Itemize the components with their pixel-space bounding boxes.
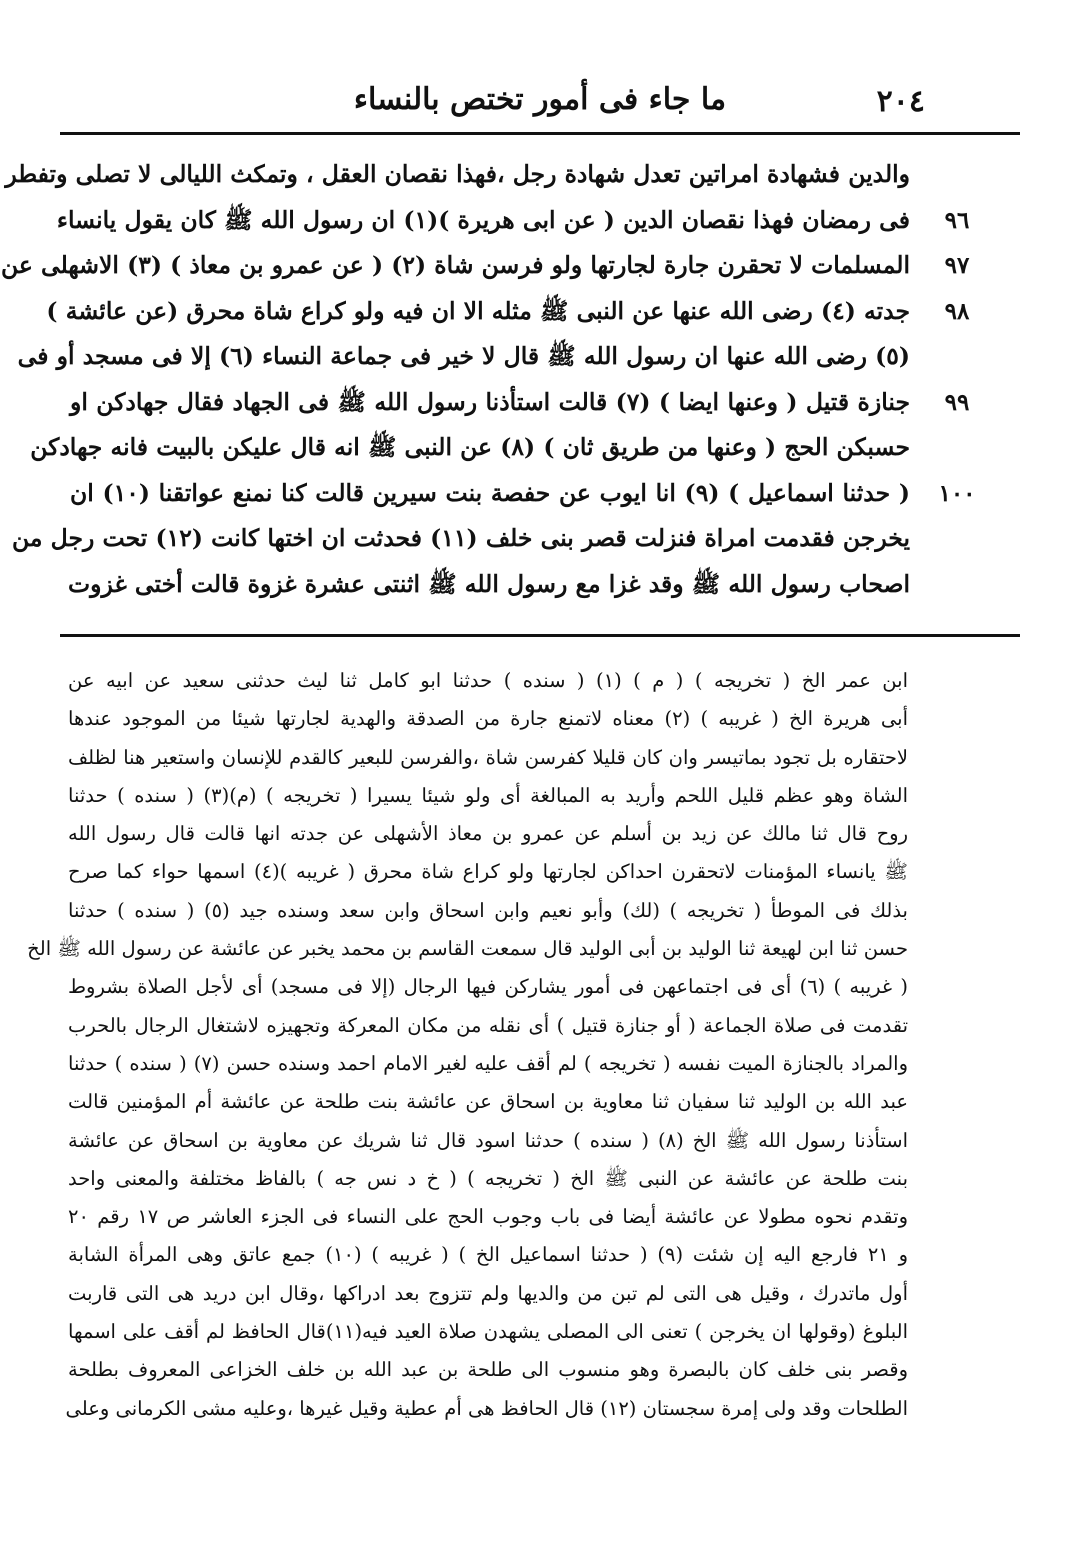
main-text-line: حسبكن الحج ( وعنها من طريق ثان ) (٨) عن النبى ﷺ انه قال عليكن بالبيت فانه جهادكن bbox=[30, 433, 910, 461]
footnote-line: وقصر بنى خلف كان بالبصرة وهو منسوب الى طلحة بن عبد الله بن خلف الخزاعى المعروف بطلحة bbox=[68, 1358, 908, 1382]
footnote-line: بنت طلحة عن عائشة عن النبى ﷺ الخ ( تخريجه ) ( خ د نس جه ) بالفاظ مختلفة والمعنى واحد bbox=[68, 1166, 908, 1190]
main-text-line: فى رمضان فهذا نقصان الدين ( عن ابى هريرة )(١) ان رسول الله ﷺ كان يقول يانساء bbox=[56, 205, 910, 234]
footnote-line: أول ماتدرك ، وقيل هى التى لم تبن من والديها ولم تتزوج بعد ادراكها ،وقال ابن دريد هى التى قاربت bbox=[68, 1281, 908, 1305]
footnote-line: لاحتقاره بل تجود بماتيسر وان كان قليلا كفرسن شاة ،والفرسن للبعير كالقدم للإنسان واستعير هنا لظلف bbox=[68, 745, 908, 769]
hadith-number: ٩٩ bbox=[944, 388, 970, 416]
footnote-line: أبى هريرة الخ ( غريبه ) (٢) معناه لاتمنع جارة من الصدقة والهدية لجارتها شيئا من الموجود عندها bbox=[68, 707, 908, 731]
main-text-line: والدين فشهادة امراتين تعدل شهادة رجل ،فهذا نقصان العقل ، وتمكث الليالى لا تصلى وتفطر bbox=[5, 160, 910, 188]
footnote-line: والمراد بالجنازة الميت نفسه ( تخريجه ) لم أقف عليه لغير الامام احمد وسنده حسن (٧) ( سنده ) حدثنا bbox=[68, 1051, 908, 1075]
footnote-line: ابن عمر الخ ( تخريجه ) ( م ) (١) ( سنده ) حدثنا ابو كامل ثنا ليث حدثنى سعيد عن ابيه عن bbox=[68, 669, 908, 692]
hadith-number: ٩٧ bbox=[944, 252, 970, 279]
main-text-line: يخرجن فقدمت امراة فنزلت قصر بنى خلف (١١) فحدثت ان اختها كانت (١٢) تحت رجل من bbox=[12, 524, 910, 552]
running-title: ما جاء فى أمور تختص بالنساء bbox=[353, 82, 727, 117]
footnote-rule bbox=[60, 634, 1020, 637]
footnote-line: ( غريبه ) (٦) أى فى اجتماعهن فى أمور يشاركن فيها الرجال (إلا فى مسجد) أى لأجل الصلاة بشروط bbox=[68, 975, 908, 999]
footnote-line: استأذنا رسول الله ﷺ الخ (٨) ( سنده ) حدثنا اسود قال ثنا شريك عن معاوية بن اسحاق عن عائشة bbox=[68, 1128, 908, 1152]
footnote-line: ﷺ يانساء المؤمنات لاتحقرن احداكن لجارتها ولو كراع شاة محرق ( غريبه )(٤) اسمها حواء كما صرح bbox=[68, 860, 908, 884]
footnote-line: الطلحات وقد ولى إمرة سجستان (١٢) قال الحافظ هى أم عطية وقيل غيرها ،وعليه مشى الكرمانى وعلى bbox=[65, 1396, 908, 1420]
main-text-line: جدته (٤) رضى الله عنها عن النبى ﷺ مثله الا ان فيه ولو كراع شاة محرق (عن عائشة ) bbox=[46, 296, 910, 325]
footnote-line: بذلك فى الموطأ ( تخريجه ) (لك) وأبو نعيم وابن اسحاق وابن سعد وسنده جيد (٥) ( سنده ) حدثنا bbox=[68, 898, 908, 922]
main-text bbox=[0, 152, 910, 607]
main-text-line: اصحاب رسول الله ﷺ وقد غزا مع رسول الله ﷺ اثنتى عشرة غزوة قالت أختى غزوت bbox=[68, 569, 910, 598]
main-text-line: جنازة قتيل ( وعنها ايضا ) (٧) قالت استأذنا رسول الله ﷺ فى الجهاد فقال جهادكن او bbox=[70, 387, 910, 416]
footnote-line: روح قال ثنا مالك عن زيد بن أسلم عن عمرو بن معاذ الأشهلى عن جدته انها قالت قال رسول الله bbox=[68, 822, 908, 846]
main-text-line: (٥) رضى الله عنها ان رسول الله ﷺ قال لا خير فى جماعة النساء (٦) إلا فى مسجد أو فى bbox=[17, 342, 910, 370]
hadith-number: ١٠٠ bbox=[938, 479, 976, 507]
main-text-line: المسلمات لا تحقرن جارة لجارتها ولو فرسن شاة (٢) ( عن عمرو بن معاذ ) (٣) الاشهلى عن bbox=[0, 251, 910, 279]
footnote-line: البلوغ (وقولها ان يخرجن ) تعنى الى المصلى يشهدن صلاة العيد فيه(١١)قال الحافظ لم أقف على اسمها bbox=[68, 1320, 908, 1344]
footnote-line: حسن ثنا ابن لهيعة ثنا الوليد بن أبى الوليد قال سمعت القاسم بن محمد يخبر عن عائشة عن رسول الله ﷺ الخ bbox=[27, 937, 908, 961]
footnote-line: تقدمت فى صلاة الجماعة ( أو جنازة قتيل ) أى نقله من مكان المعركة وتجهيزه لاشتغال الرجال بالحرب bbox=[68, 1013, 908, 1037]
footnote-line: عبد الله بن الوليد ثنا سفيان ثنا معاوية بن اسحاق عن عائشة بنت طلحة عن عائشة أم المؤمنين قالت bbox=[68, 1090, 908, 1114]
hadith-number: ٩٨ bbox=[944, 297, 970, 325]
footnote-line: الشاة وهو عظم قليل اللحم وأريد به المبالغة أى ولو شيئا يسيرا ( تخريجه ) (م)(٣) ( سنده ) حدثنا bbox=[68, 783, 908, 807]
main-text-line: ( حدثنا اسماعيل ) (٩) انا ايوب عن حفصة بنت سيرين قالت كنا نمنع عواتقنا (١٠) ان bbox=[70, 478, 910, 507]
hadith-number: ٩٦ bbox=[944, 206, 970, 234]
footnote-line: وتقدم نحوه مطولا عن عائشة أيضا فى باب وجوب الحج على النساء فى الجزء العاشر ص ١٧ رقم ٢٠ bbox=[68, 1205, 908, 1229]
footnotes bbox=[27, 662, 908, 1428]
page-header bbox=[60, 78, 1020, 138]
header-rule bbox=[60, 132, 1020, 135]
page-number: ٢٠٤ bbox=[876, 84, 925, 119]
footnote-line: و ٢١ فارجع اليه إن شئت (٩) ( حدثنا اسماعيل الخ ) ( غريبه ) (١٠) جمع عاتق وهى المرأة الشابة bbox=[68, 1243, 908, 1267]
